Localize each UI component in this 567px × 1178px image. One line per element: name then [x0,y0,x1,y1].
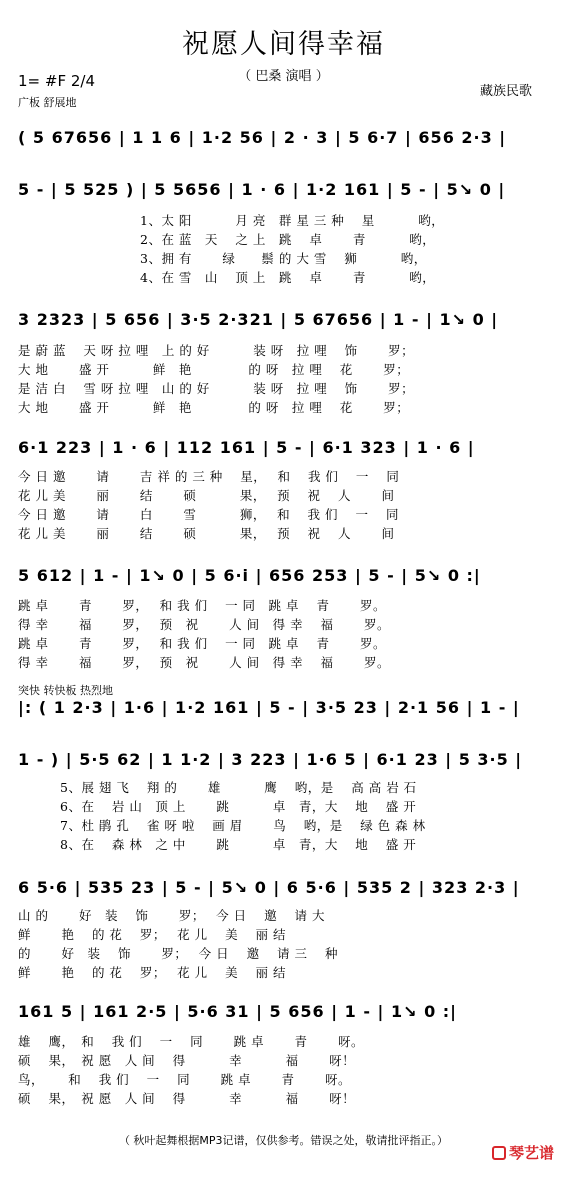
lyric-line: 跳 卓 青 罗， 和 我 们 一 同 跳 卓 青 罗。 [18,598,386,613]
lyric-line: 6、在 岩 山 顶 上 跳 卓 青，大 地 盛 开 [60,799,417,814]
lyric-line: 山 的 好 装 饰 罗； 今 日 邀 请 大 [18,908,326,923]
lyric-line: 4、在 雪 山 顶 上 跳 卓 青 哟， [140,270,436,285]
lyric-line: 7、杜 鹃 孔 雀 呀 啦 画 眉 鸟 哟，是 绿 色 森 林 [60,818,426,833]
staff-row-9: 161 5 | 161 2·5 | 5·6 31 | 5 656 | 1 - | 1↘ 0 :| [18,1002,458,1021]
staff-row-3: 3 2323 | 5 656 | 3·5 2·321 | 5 67656 | 1 - | 1↘ 0 | [18,310,499,329]
staff-row-8: 6 5·6 | 535 23 | 5 - | 5↘ 0 | 6 5·6 | 535 2 | 323 2·3 | [18,878,520,897]
tempo-marking: 广板 舒展地 [18,96,77,109]
tempo-marking-2: 突快 转快板 热烈地 [18,684,113,697]
logo-text: 琴艺谱 [509,1144,555,1162]
page-title: 祝愿人间得幸福 [182,29,385,60]
staff-row-7: 1 - ) | 5·5 62 | 1 1·2 | 3 223 | 1·6 5 | 6·1 23 | 5 3·5 | [18,750,523,769]
staff-row-6: |: ( 1 2·3 | 1·6 | 1·2 161 | 5 - | 3·5 23 | 2·1 56 | 1 - | [18,698,520,717]
lyric-line: 今 日 邀 请 吉 祥 的 三 种 星， 和 我 们 一 同 [18,469,400,484]
lyric-line: 花 儿 美 丽 结 硕 果， 预 祝 人 间 [18,526,395,541]
lyric-line: 的 好 装 饰 罗； 今 日 邀 请 三 种 [18,946,339,961]
genre-label: 藏族民歌 [480,84,533,99]
logo-icon [492,1146,506,1160]
lyric-line: 是 洁 白 雪 呀 拉 哩 山 的 好 装 呀 拉 哩 饰 罗； [18,381,415,396]
lyric-line: 跳 卓 青 罗， 和 我 们 一 同 跳 卓 青 罗。 [18,636,386,651]
staff-row-5: 5 612 | 1 - | 1↘ 0 | 5 6·i | 656 253 | 5 - | 5↘ 0 :| [18,566,481,585]
transcription-note: （ 秋叶起舞根据MP3记谱，仅供参考。错误之处，敬请批评指正。） [118,1134,449,1147]
lyric-line: 得 幸 福 罗， 预 祝 人 间 得 幸 福 罗。 [18,617,391,632]
lyric-line: 雄 鹰， 和 我 们 一 同 跳 卓 青 呀。 [18,1034,365,1049]
lyric-line: 硕 果， 祝 愿 人 间 得 幸 福 呀！ [18,1091,356,1106]
staff-row-4: 6·1 223 | 1 · 6 | 112 161 | 5 - | 6·1 323 | 1 · 6 | [18,438,475,457]
lyric-line: 8、在 森 林 之 中 跳 卓 青，大 地 盛 开 [60,837,417,852]
staff-row-1: ( 5 67656 | 1 1 6 | 1·2 56 | 2 · 3 | 5 6·7 | 656 2·3 | [18,128,507,147]
lyric-line: 大 地 盛 开 鲜 艳 的 呀 拉 哩 花 罗； [18,400,410,415]
singer-credit: （ 巴桑 演唱 ） [238,69,329,84]
lyric-line: 得 幸 福 罗， 预 祝 人 间 得 幸 福 罗。 [18,655,391,670]
site-logo[interactable] [492,1142,554,1163]
lyric-line: 大 地 盛 开 鲜 艳 的 呀 拉 哩 花 罗； [18,362,410,377]
lyric-line: 3、拥 有 绿 鬃 的 大 雪 狮 哟， [140,251,427,266]
lyric-line: 2、在 蓝 天 之 上 跳 卓 青 哟， [140,232,436,247]
lyric-line: 花 儿 美 丽 结 硕 果， 预 祝 人 间 [18,488,395,503]
lyric-line: 1、太 阳 月 亮 群 星 三 种 星 哟， [140,213,445,228]
lyric-line: 硕 果， 祝 愿 人 间 得 幸 福 呀！ [18,1053,356,1068]
lyric-line: 鸟， 和 我 们 一 同 跳 卓 青 呀。 [18,1072,352,1087]
key-signature: 1= #F 2/4 [18,72,95,90]
lyric-line: 今 日 邀 请 白 雪 狮， 和 我 们 一 同 [18,507,399,522]
staff-row-2: 5 - | 5 525 ) | 5 5656 | 1 · 6 | 1·2 161 | 5 - | 5↘ 0 | [18,180,506,199]
lyric-line: 5、展 翅 飞 翔 的 雄 鹰 哟，是 高 高 岩 石 [60,780,417,795]
lyric-line: 鲜 艳 的 花 罗； 花 儿 美 丽 结 [18,927,287,942]
lyric-line: 是 蔚 蓝 天 呀 拉 哩 上 的 好 装 呀 拉 哩 饰 罗； [18,343,415,358]
lyric-line: 鲜 艳 的 花 罗； 花 儿 美 丽 结 [18,965,287,980]
